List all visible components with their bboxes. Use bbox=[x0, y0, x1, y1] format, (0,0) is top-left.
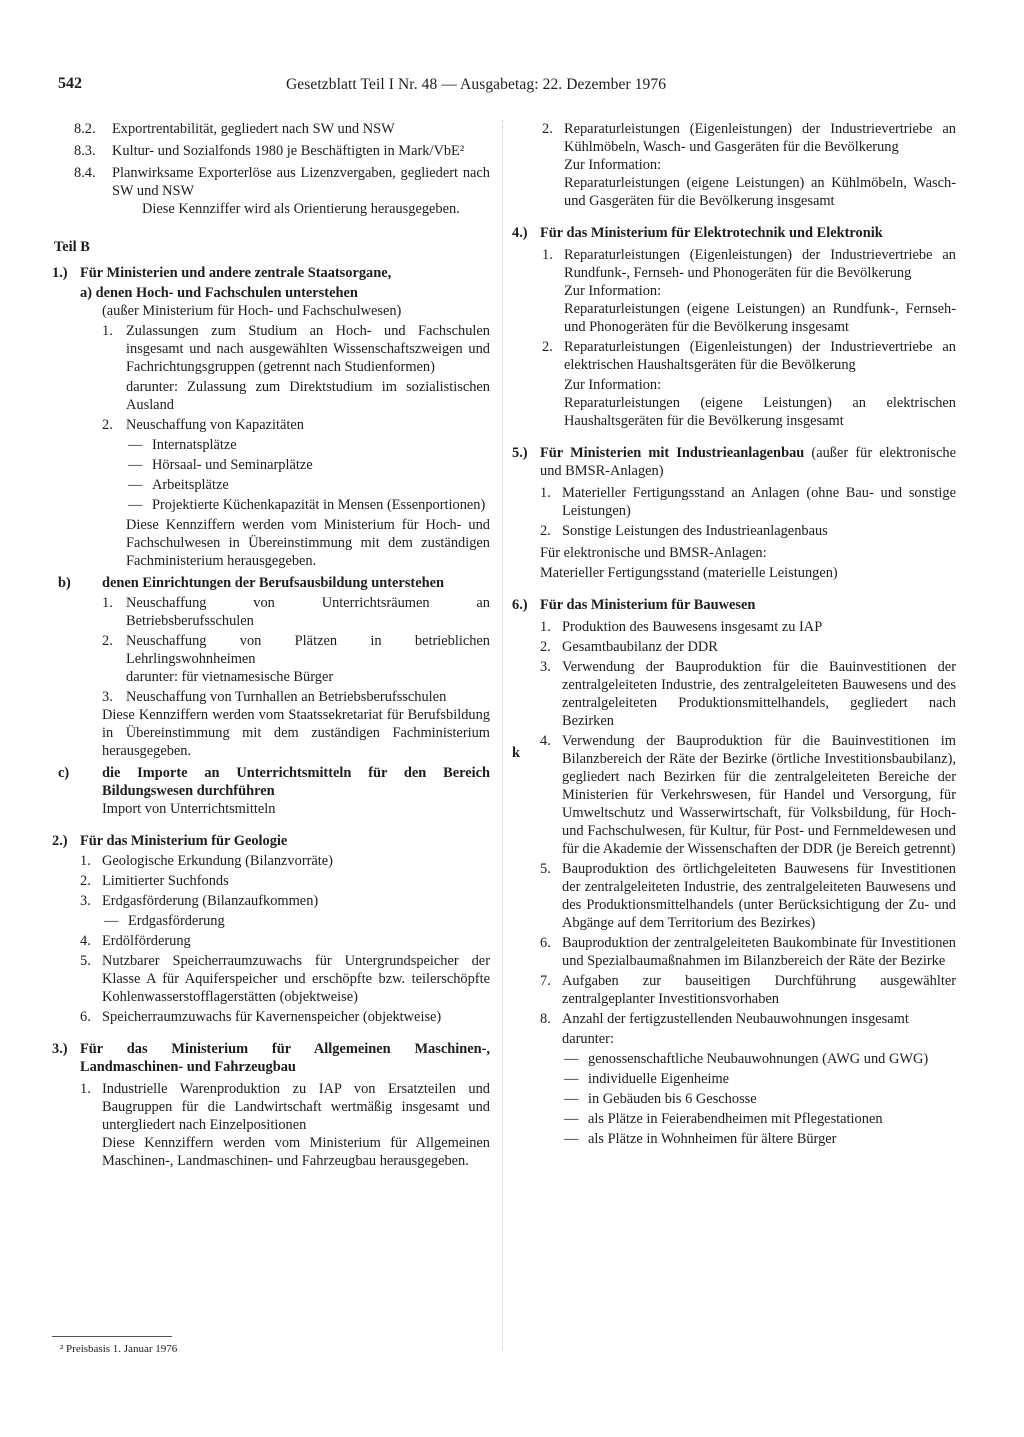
dash-item: — Arbeitsplätze bbox=[128, 477, 229, 493]
subsection-title: a) denen Hoch- und Fachschulen unterstehen bbox=[80, 285, 358, 301]
note-text: Diese Kennziffern werden vom Ministerium für Hoch- und Fachschulwesen in Übereinstimmung mit dem zuständigen Fachministerium herausgegeben. bbox=[126, 517, 490, 569]
note-text: Diese Kennziffer wird als Orientierung herausgegeben. bbox=[142, 201, 460, 217]
section-title: Für das Ministerium für Allgemeinen Maschinen-, Landmaschinen- und Fahrzeugbau bbox=[80, 1041, 490, 1075]
section-5: 5.) Für Ministerien mit Industrieanlagenbau (außer für elektronische und BMSR-Anlagen) bbox=[512, 445, 956, 479]
dash-item: — Erdgasförderung bbox=[104, 913, 225, 929]
list-item: 4. Verwendung der Bauproduktion für die Bauinvestitionen im Bilanzbereich der Räte der Bezirke (örtliche Investitionsbaubilanz), gegliedert nach Bezirken für die zentralgeleiteten Bereiche der Ministerien für Verkehrswesen, für Handel und Versorgung, für Umweltschutz und Wasserwirtschaft, für Volksbildung, für Hoch- und Fachschulwesen, für Kultur, für Post- und Fernmeldewesen und für die Akademie der Wissenschaften der DDR (je Bereich getrennt) bbox=[540, 733, 956, 857]
list-item: 3. Neuschaffung von Turnhallen an Betriebsberufsschulen bbox=[102, 689, 447, 705]
section-heading: Teil B bbox=[54, 239, 90, 255]
list-item: 8.3. Kultur- und Sozialfonds 1980 je Beschäftigten in Mark/VbE² bbox=[74, 143, 465, 159]
right-column: 2. Reparaturleistungen (Eigenleistungen) der Industrievertriebe an Kühlmöbeln, Wasch- und Gasgeräten für die Bevölkerung Zur Information: Reparaturleistungen (eigene Leistungen) an Kühlmöbeln, Wasch- und Gasgeräten für die Bevölkerung insgesamt 4.) Für das Ministerium für Elektrotechnik und Elektronik 1. Reparaturleistungen (Eigenleistungen) der Industrievertriebe an Rundfunk-, Fernseh- und Phonogeräten für die Bevölkerung Zur Information: Reparaturleistungen (eigene Leistungen) an Rundfunk-, Fernseh- und Phonogeräten für die Bevölkerung insgesamt 2. Reparaturleistungen (Eigenleistungen) der Industrievertriebe an elektrischen Haushaltsgeräten für die Bevölkerung Zur Information: Reparaturleistungen (eigene Leistungen) an elektrischen Haushaltsgeräten für die Bevölkerung insgesamt 5.) Für Ministerien mit Industrieanlagenbau (außer für elektronische und BMSR-Anlagen) 1. Materieller Fertigungsstand an Anlagen (ohne Bau- und sonstige Leistungen) 2. Sonstige Leistungen des Industrieanlagenbaus Für elektronische und BMSR-Anlagen: Materieller Fertigungsstand (materielle Leistungen) 6.) Für das Ministerium für Bauwesen 1. Produktion des Bauwesens insgesamt zu IAP 2. Gesamtbaubilanz der DDR 3. Verwendung der Bauproduktion für die Bauinvestitionen der zentralgeleiteten Industrie, des zentralgeleiteten Bauwesens und des zentralgeleiteten Produktionsmittelhandels, gegliedert nach Bezirken 4. Verwendung der Bauproduktion für die Bauinvestitionen im Bilanzbereich der Räte der Bezirke (örtliche Investitionsbaubilanz), gegliedert nach Bezirken für die zentralgeleiteten Bereiche der Ministerien für Verkehrswesen, für Handel und Versorgung, für Umweltschutz und Wasserwirtschaft, für Volksbildung, für Hoch- und Fachschulwesen, für Kultur, für Post- und Fernmeldewesen und für die Akademie der Wissenschaften der DDR (je Bereich getrennt) 5. Bauproduktion des örtlichgeleiteten Bauwesens für Investitionen der zentralgeleiteten Industrie, des zentralgeleiteten Bauwesens und des Produktionsmittelhandels (unter Berücksichtigung der Zu- und Abgänge auf dem Territorium des Bezirkes) 6. Bauproduktion der zentralgeleiteten Baukombinate für Investitionen und Spezialbaumaßnahmen im Bilanzbereich der Räte der Bezirke 7. Aufgaben zur bauseitigen Durchführung ausgewählter zentralgeplanter Investitionsvorhaben 8. Anzahl der fertigzustellenden Neubauwohnungen insgesamt darunter: — genossenschaftliche Neubauwohnungen (AWG und GWG) — individuelle Eigenheime — in Gebäuden bis 6 Geschosse — als Plätze in Feierabendheimen mit Pflegestationen — als Plätze in Wohnheimen für ältere Bürger bbox=[512, 121, 956, 1147]
list-item: 2. Reparaturleistungen (Eigenleistungen) der Industrievertriebe an elektrischen Haushaltsgeräten für die Bevölkerung bbox=[542, 339, 956, 373]
page-header bbox=[58, 75, 758, 97]
dash-item: — Internatsplätze bbox=[128, 437, 237, 453]
list-item: 3. Erdgasförderung (Bilanzaufkommen) bbox=[80, 893, 319, 909]
section-2: 2.) Für das Ministerium für Geologie bbox=[52, 832, 490, 850]
list-item: 8. Anzahl der fertigzustellenden Neubauwohnungen insgesamt bbox=[540, 1011, 909, 1027]
list-item: 1. Zulassungen zum Studium an Hoch- und Fachschulen insgesamt und nach ausgewählten Wissenschaftszweigen und Fachrichtungsgruppen (getrennt nach Studienformen) darunter: Zulassung zum Direktstudium im sozialistischen Ausland bbox=[102, 323, 490, 413]
header-title: Gesetzblatt Teil I Nr. 48 — Ausgabetag: 22. Dezember 1976 bbox=[286, 76, 667, 93]
footnote-rule bbox=[52, 1336, 172, 1337]
list-item: 2. Gesamtbaubilanz der DDR bbox=[540, 639, 718, 655]
note-text: Diese Kennziffern werden vom Ministerium für Allgemeinen Maschinen-, Landmaschinen- und Fahrzeugbau herausgegeben. bbox=[102, 1135, 490, 1169]
section-6: 6.) Für das Ministerium für Bauwesen bbox=[512, 596, 956, 614]
list-item: 2. Limitierter Suchfonds bbox=[80, 873, 229, 889]
list-item: 8.4. Planwirksame Exporterlöse aus Lizenzvergaben, gegliedert nach SW und NSW bbox=[74, 165, 490, 199]
list-item: 1. Geologische Erkundung (Bilanzvorräte) bbox=[80, 853, 333, 869]
section-title: Für Ministerien und andere zentrale Staatsorgane, bbox=[80, 265, 392, 281]
section-title: Für das Ministerium für Elektrotechnik und Elektronik bbox=[540, 225, 883, 241]
list-item: 2. Neuschaffung von Kapazitäten bbox=[102, 417, 304, 433]
section-title: Für das Ministerium für Geologie bbox=[80, 833, 288, 849]
column-divider bbox=[502, 120, 504, 1350]
section-8-items bbox=[52, 120, 490, 218]
list-item: 2. Sonstige Leistungen des Industrieanlagenbaus bbox=[540, 523, 828, 539]
list-item: 7. Aufgaben zur bauseitigen Durchführung ausgewählter zentralgeplanter Investitionsvorhaben bbox=[540, 973, 956, 1007]
dash-item: — als Plätze in Feierabendheimen mit Pflegestationen bbox=[564, 1111, 883, 1127]
list-item: 1. Industrielle Warenproduktion zu IAP von Ersatzteilen und Baugruppen für die Landwirtschaft wertmäßig insgesamt und untergliedert nach Einzelpositionen bbox=[80, 1081, 490, 1133]
list-item: 1. Materieller Fertigungsstand an Anlagen (ohne Bau- und sonstige Leistungen) bbox=[540, 485, 956, 519]
left-column: 8.2. Exportrentabilität, gegliedert nach SW und NSW 8.3. Kultur- und Sozialfonds 1980 je Beschäftigten in Mark/VbE² 8.4. Planwirksame Exporterlöse aus Lizenzvergaben, gegliedert nach SW und NSW Diese Kennziffer wird als Orientierung herausgegeben. Teil B 1.) Für Ministerien und andere zentrale Staatsorgane, a) denen Hoch- und Fachschulen unterstehen (außer Ministerium für Hoch- und Fachschulwesen) 1. Zulassungen zum Studium an Hoch- und Fachschulen insgesamt und nach ausgewählten Wissenschaftszweigen und Fachrichtungsgruppen (getrennt nach Studienformen) darunter: Zulassung zum Direktstudium im sozialistischen Ausland 2. Neuschaffung von Kapazitäten — Internatsplätze — Hörsaal- und Seminarplätze — Arbeitsplätze — Projektierte Küchenkapazität in Mensen (Essenportionen) Diese Kennziffern werden vom Ministerium für Hoch- und Fachschulwesen in Übereinstimmung mit dem zuständigen Fachministerium herausgegeben. b) denen Einrichtungen der Berufsausbildung unterstehen 1. Neuschaffung von Unterrichtsräumen an Betriebsberufsschulen 2. Neuschaffung von Plätzen in betrieblichen Lehrlingswohnheimen darunter: für vietnamesische Bürger 3. Neuschaffung von Turnhallen an Betriebsberufsschulen Diese Kennziffern werden vom Staatssekretariat für Berufsbildung in Übereinstimmung mit dem zuständigen Fachministerium herausgegeben. c) die Importe an Unterrichtsmitteln für den Bereich Bildungswesen durchführen Import von Unterrichtsmitteln 2.) Für das Ministerium für Geologie 1. Geologische Erkundung (Bilanzvorräte) 2. Limitierter Suchfonds 3. Erdgasförderung (Bilanzaufkommen) — Erdgasförderung 4. Erdölförderung 5. Nutzbarer Speicherraumzuwachs für Untergrundspeicher der Klasse A für Aquiferspeicher und erschöpfte bzw. teilerschöpfte Kohlenwasserstofflagerstätten (objektweise) 6. Speicherraumzuwachs für Kavernenspeicher (objektweise) 3.) Für das Ministerium für Allgemeinen Maschinen-, Landmaschinen- und Fahrzeugbau 1. Industrielle Warenproduktion zu IAP von Ersatzteilen und Baugruppen für die Landwirtschaft wertmäßig insgesamt und untergliedert nach Einzelpositionen Diese Kennziffern werden vom Ministerium für Allgemeinen Maschinen-, Landmaschinen- und Fahrzeugbau herausgegeben. bbox=[52, 121, 490, 1169]
page-number: 542 bbox=[58, 75, 82, 92]
list-item: 4. Erdölförderung bbox=[80, 933, 191, 949]
section-title: Für Ministerien mit Industrieanlagenbau bbox=[540, 445, 805, 461]
dash-item: — als Plätze in Wohnheimen für ältere Bürger bbox=[564, 1131, 837, 1147]
margin-mark: k bbox=[512, 745, 521, 761]
list-item: 1. Reparaturleistungen (Eigenleistungen) der Industrievertriebe an Rundfunk-, Fernseh- und Phonogeräten für die Bevölkerung bbox=[542, 247, 956, 281]
note-text: Diese Kennziffern werden vom Staatssekretariat für Berufsbildung in Übereinstimmung mit dem zuständigen Fachministerium herausgegeben. bbox=[102, 707, 490, 759]
section-3: 3.) Für das Ministerium für Allgemeinen Maschinen-, Landmaschinen- und Fahrzeugbau bbox=[52, 1041, 490, 1075]
info-label: Zur Information: bbox=[564, 157, 662, 173]
list-item: 3. Verwendung der Bauproduktion für die Bauinvestitionen der zentralgeleiteten Industrie, des zentralgeleiteten Bauwesens und des zentralgeleiteten Produktionsmittelhandels, gegliedert nach Bezirken bbox=[540, 659, 956, 729]
section-4: 4.) Für das Ministerium für Elektrotechnik und Elektronik bbox=[512, 224, 956, 242]
list-item: 8.2. Exportrentabilität, gegliedert nach SW und NSW bbox=[74, 121, 395, 137]
list-item: 1. Neuschaffung von Unterrichtsräumen an Betriebsberufsschulen bbox=[102, 595, 490, 629]
dash-item: — Hörsaal- und Seminarplätze bbox=[128, 457, 313, 473]
dash-item: — in Gebäuden bis 6 Geschosse bbox=[564, 1091, 757, 1107]
section-1: 1.) Für Ministerien und andere zentrale Staatsorgane, bbox=[52, 264, 490, 282]
subsection-title: denen Einrichtungen der Berufsausbildung unterstehen bbox=[102, 575, 444, 591]
subsection-title: die Importe an Unterrichtsmitteln für den Bereich Bildungswesen durchführen bbox=[102, 765, 490, 799]
list-item: 2. Neuschaffung von Plätzen in betrieblichen Lehrlingswohnheimen darunter: für vietnamesische Bürger bbox=[102, 633, 490, 685]
dash-item: — genossenschaftliche Neubauwohnungen (AWG und GWG) bbox=[564, 1051, 929, 1067]
dash-item: — individuelle Eigenheime bbox=[564, 1071, 730, 1087]
dash-item: — Projektierte Küchenkapazität in Mensen (Essenportionen) bbox=[128, 497, 486, 513]
list-item: 1. Produktion des Bauwesens insgesamt zu IAP bbox=[540, 619, 823, 635]
list-item: 5. Nutzbarer Speicherraumzuwachs für Untergrundspeicher der Klasse A für Aquiferspeicher und erschöpfte bzw. teilerschöpfte Kohlenwasserstofflagerstätten (objektweise) bbox=[80, 953, 490, 1005]
section-1a: a) denen Hoch- und Fachschulen unterstehen (außer Ministerium für Hoch- und Fachschulwesen) 1. Zulassungen zum Studium an Hoch- und Fachschulen insgesamt und nach ausgewählten Wissenschaftszweigen und Fachrichtungsgruppen (getrennt nach Studienformen) darunter: Zulassung zum Direktstudium im sozialistischen Ausland 2. Neuschaffung von Kapazitäten — Internatsplätze — Hörsaal- und Seminarplätze — Arbeitsplätze — Projektierte Küchenkapazität in Mensen (Essenportionen) Diese Kennziffern werden vom Ministerium für Hoch- und Fachschulwesen in Übereinstimmung mit dem zuständigen Fachministerium herausgegeben. bbox=[80, 285, 490, 569]
footnote: ² Preisbasis 1. Januar 1976 bbox=[60, 1343, 178, 1355]
list-item: 6. Bauproduktion der zentralgeleiteten Baukombinate für Investitionen und Spezialbaumaßnahmen im Bilanzbereich der Räte der Bezirke bbox=[540, 935, 956, 969]
list-item: 2. Reparaturleistungen (Eigenleistungen) der Industrievertriebe an Kühlmöbeln, Wasch- und Gasgeräten für die Bevölkerung bbox=[542, 121, 956, 155]
section-1b: b) denen Einrichtungen der Berufsausbildung unterstehen bbox=[80, 574, 490, 592]
list-item: 5. Bauproduktion des örtlichgeleiteten Bauwesens für Investitionen der zentralgeleiteten Industrie, des zentralgeleiteten Bauwesens und des Produktionsmittelhandels (unter Berücksichtigung der Zu- und Abgänge auf dem Territorium des Bezirkes) bbox=[540, 861, 956, 931]
section-1c: c) die Importe an Unterrichtsmitteln für den Bereich Bildungswesen durchführen bbox=[58, 765, 490, 799]
section-title: Für das Ministerium für Bauwesen bbox=[540, 597, 756, 613]
list-item: 6. Speicherraumzuwachs für Kavernenspeicher (objektweise) bbox=[80, 1009, 442, 1025]
